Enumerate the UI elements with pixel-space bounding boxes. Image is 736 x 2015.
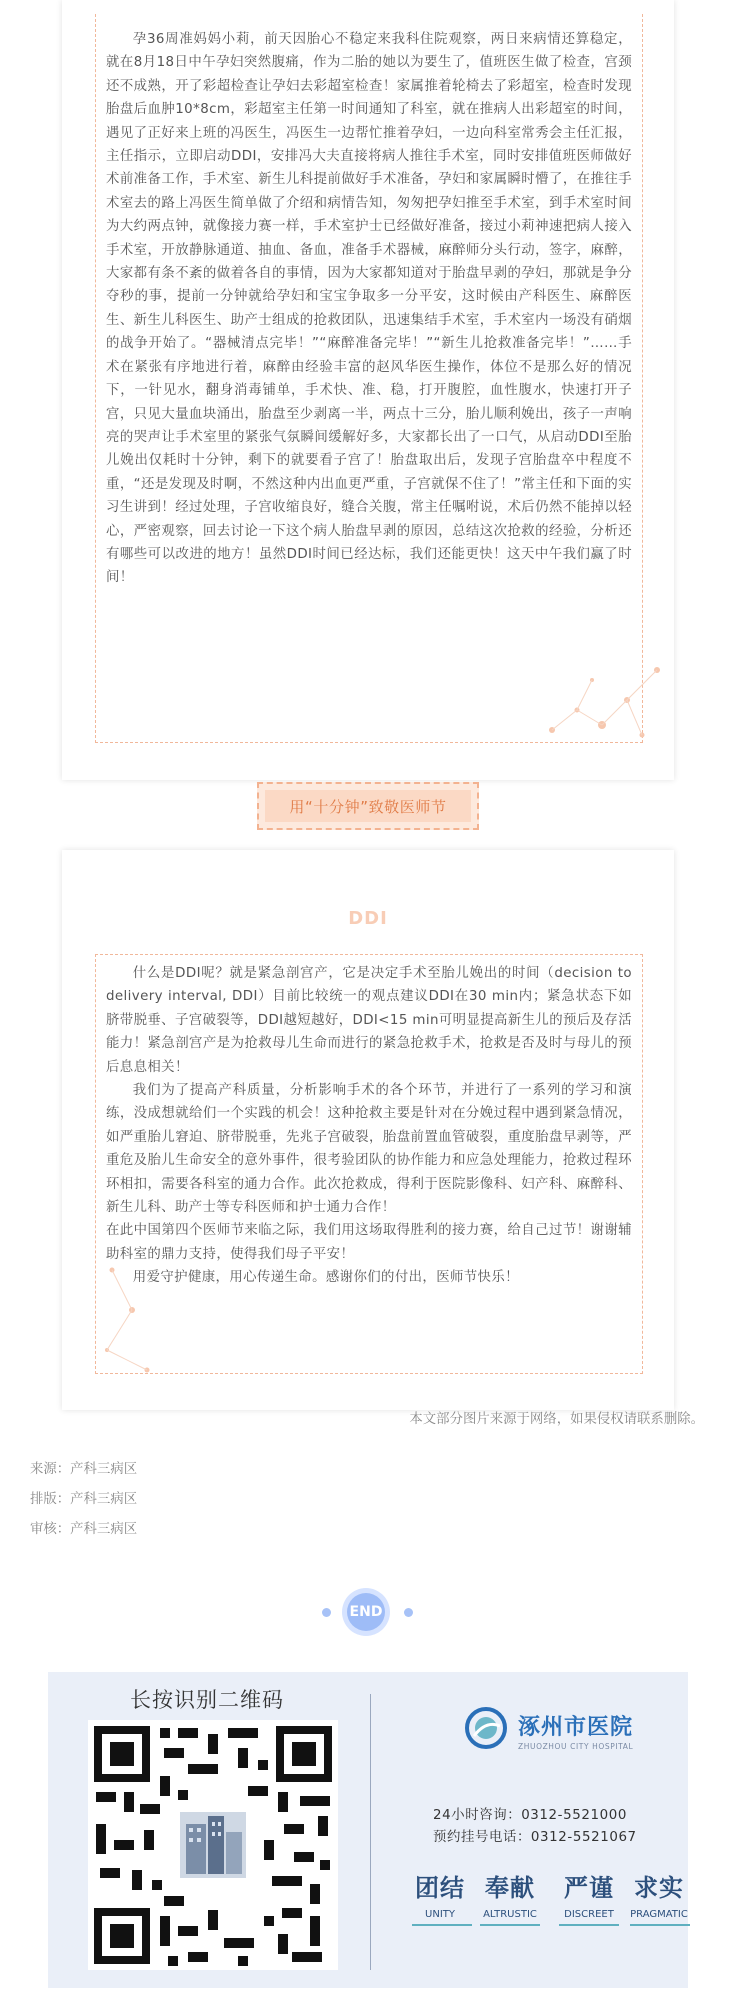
motto-zh: 奉献 [485, 1874, 535, 1902]
hospital-name: 涿州市医院 [518, 1715, 634, 1740]
end-dot-left-icon [322, 1608, 331, 1617]
image-credit-note: 本文部分图片来源于网络，如果侵权请联系删除。 [409, 1412, 704, 1427]
ddi-paragraph-4: 用爱守护健康，用心传递生命。感谢你们的付出，医师节快乐！ [132, 1270, 519, 1286]
motto-pragmatic [630, 1868, 688, 1926]
ddi-paragraph-3: 在此中国第四个医师节来临之际，我们用这场取得胜利的接力赛，给自己过节！谢谢辅助科室的鼎力支持，使得我们母子平安！ [106, 1223, 632, 1262]
story-card [62, 0, 674, 780]
meta-review: 审核：产科三病区 [30, 1522, 138, 1537]
hospital-banner [48, 1672, 688, 1988]
motto-unity [412, 1868, 468, 1926]
section-tag [257, 782, 479, 830]
ddi-text [106, 962, 632, 1290]
motto-zh: 求实 [634, 1874, 684, 1902]
qr-code-icon [88, 1720, 338, 1970]
ddi-paragraph-1: 什么是DDI呢？就是紧急剖宫产，它是决定手术至胎儿娩出的时间（decision to delivery interval, DDI）目前比较统一的观点建议DDI在30 min内；紧急状态下如脐带脱垂、子宫破裂等，DDI越短越好，DDI<15 min可明显提高新生儿的预后及存活能力！紧急剖宫产是为抢救母儿生命而进行的紧急抢救手术，抢救是否及时与母儿的预后息息相关！ [106, 966, 632, 1075]
meta-source: 来源：产科三病区 [30, 1462, 138, 1477]
motto-zh: 团结 [415, 1874, 465, 1902]
booking-text: 预约挂号电话：0312-5521067 [433, 1830, 637, 1845]
end-dot-right-icon [404, 1608, 413, 1617]
motto-underline [480, 1924, 540, 1926]
end-label: END [347, 1593, 385, 1631]
motto-en: PRAGMATIC [630, 1909, 688, 1920]
motto-underline [559, 1924, 619, 1926]
motto-zh: 严谨 [564, 1874, 614, 1902]
motto-en: DISCREET [564, 1909, 614, 1920]
ddi-paragraph-2: 我们为了提高产科质量，分析影响手术的各个环节，并进行了一系列的学习和演练，没成想就给们一个实践的机会！这种抢救主要是针对在分娩过程中遇到紧急情况，如严重胎儿窘迫、脐带脱垂，先兆子宫破裂，胎盘前置血管破裂，重度胎盘早剥等，严重危及胎儿生命安全的意外事件，很考验团队的协作能力和应急处理能力，抢救过程环环相扣，需要各科室的通力合作。此次抢救成，得利于医院影像科、妇产科、麻醉科、新生儿科、助产士等专科医师和护士通力合作！ [106, 1083, 632, 1216]
end-badge [342, 1588, 390, 1636]
qr-code[interactable] [88, 1720, 338, 1970]
end-marker [0, 1588, 736, 1638]
motto-discreet [554, 1868, 624, 1926]
hospital-logo-icon [464, 1706, 508, 1750]
meta-layout: 排版：产科三病区 [30, 1492, 138, 1507]
motto-en: ALTRUSTIC [483, 1909, 537, 1920]
ddi-title: DDI [348, 908, 388, 929]
motto-altruistic [472, 1868, 548, 1926]
qr-title: 长按识别二维码 [130, 1688, 284, 1712]
dots-decoration-icon [532, 640, 672, 750]
section-tag-label: 用“十分钟”致敬医师节 [265, 790, 471, 822]
motto-underline [412, 1924, 472, 1926]
motto-en: UNITY [425, 1909, 455, 1920]
story-text [106, 28, 632, 590]
motto-underline [630, 1924, 690, 1926]
story-paragraph: 孕36周准妈妈小莉，前天因胎心不稳定来我科住院观察，两日来病情还算稳定，就在8月18日中午孕妇突然腹痛，作为二胎的她以为要生了，值班医生做了检查，宫颈还不成熟，开了彩超检查让孕妇去彩超室检查！家属推着轮椅去了彩超室，检查时发现胎盘后血肿10*8cm，彩超室主任第一时间通知了科室，就在推病人出彩超室的时间，遇见了正好来上班的冯医生，冯医生一边帮忙推着孕妇，一边向科室常秀会主任汇报，主任指示，立即启动DDI，安排冯大夫直接将病人推往手术室，同时安排值班医师做好术前准备工作，手术室、新生儿科提前做好手术准备，孕妇和家属瞬时懵了，在推往手术室去的路上冯医生简单做了介绍和病情告知，匆匆把孕妇推至手术室，到手术室时间为大约两点钟，就像接力赛一样，手术室护士已经做好准备，接过小莉神速把病人接入手术室，开放静脉通道、抽血、备血，准备手术器械，麻醉师分头行动，签字，麻醉，大家都有条不紊的做着各自的事情，因为大家都知道对于胎盘早剥的孕妇，那就是争分夺秒的事，提前一分钟就给孕妇和宝宝争取多一分平安，这时候由产科医生、麻醉医生、新生儿科医生、助产士组成的抢救团队，迅速集结手术室，手术室内一场没有硝烟的战争开始了。“器械清点完毕！”“麻醉准备完毕！”“新生儿抢救准备完毕！”……手术在紧张有序地进行着，麻醉由经验丰富的赵风华医生操作，体位不是那么好的情况下，一针见水，翻身消毒铺单，手术快、准、稳，打开腹腔，血性腹水，快速打开子宫，只见大量血块涌出，胎盘至少剥离一半，两点十三分，胎儿顺利娩出，孩子一声响亮的哭声让手术室里的紧张气氛瞬间缓解好多，大家都长出了一口气，从启动DDI至胎儿娩出仅耗时十分钟，剩下的就要看子宫了！胎盘取出后，发现子宫胎盘卒中程度不重，“还是发现及时啊，不然这种内出血更严重，子宫就保不住了！”常主任和下面的实习生讲到！经过处理，子宫收缩良好，缝合关腹，常主任嘱咐说，术后仍然不能掉以轻心，严密观察，回去讨论一下这个病人胎盘早剥的原因，总结这次抢救的经验，分析还有哪些可以改进的地方！虽然DDI时间已经达标，我们还能更快！这天中午我们赢了时间！ [106, 32, 632, 586]
ddi-card [62, 850, 674, 1410]
hotline-text: 24小时咨询：0312-5521000 [433, 1808, 627, 1823]
banner-divider [370, 1694, 371, 1970]
dots-decoration-left-icon [92, 1250, 172, 1390]
hospital-name-en: ZHUOZHOU CITY HOSPITAL [518, 1742, 634, 1751]
